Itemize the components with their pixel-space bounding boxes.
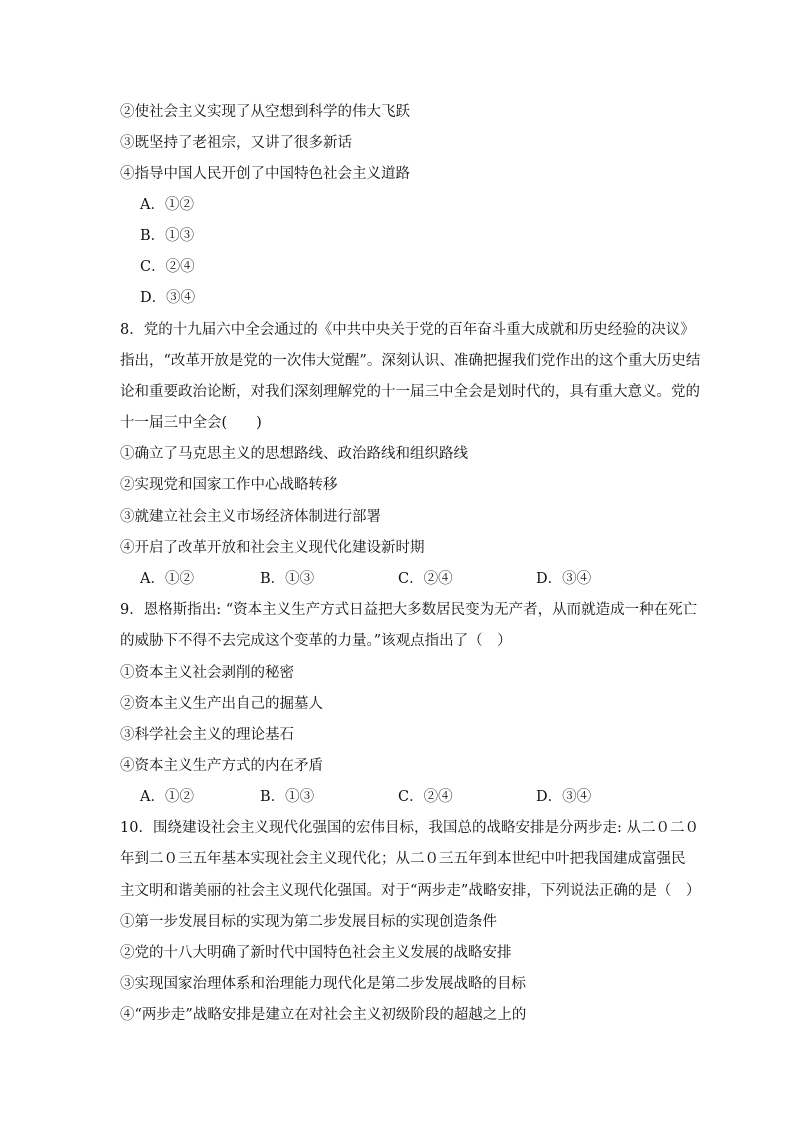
q8-option-b: B．①③ (260, 571, 315, 587)
q10-stem-line-1: 10．围绕建设社会主义现代化强国的宏伟目标，我国总的战略安排是分两步走: 从二０二０ (120, 820, 699, 836)
q10-stem-line-3: 主文明和谐美丽的社会主义现代化强国。对于“两步走”战略安排，下列说法正确的是（ ） (120, 883, 701, 899)
q9-option-d: D．③④ (536, 789, 592, 805)
q9-item-2: ②资本主义生产出自己的掘墓人 (120, 696, 323, 712)
q9-stem-line-1: 9．恩格斯指出: “资本主义生产方式日益把大多数居民变为无产者，从而就造成一种在死亡 (120, 602, 698, 618)
q9-options-row (140, 786, 680, 808)
prev-option-c: C．②④ (140, 259, 195, 275)
q8-item-3: ③就建立社会主义市场经济体制进行部署 (120, 509, 381, 525)
q9-item-4: ④资本主义生产方式的内在矛盾 (120, 758, 323, 774)
prev-option-d: D．③④ (140, 290, 196, 306)
prev-item-4: ④指导中国人民开创了中国特色社会主义道路 (120, 166, 410, 182)
q10-item-1: ①第一步发展目标的实现为第二步发展目标的实现创造条件 (120, 914, 497, 930)
q9-option-b: B．①③ (260, 789, 315, 805)
q8-stem-line-3: 论和重要政治论断，对我们深刻理解党的十一届三中全会是划时代的，具有重大意义。党的 (120, 384, 700, 400)
prev-item-3: ③既坚持了老祖宗，又讲了很多新话 (120, 135, 352, 151)
q10-item-2: ②党的十八大明确了新时代中国特色社会主义发展的战略安排 (120, 945, 512, 961)
q9-item-1: ①资本主义社会剥削的秘密 (120, 665, 294, 681)
q8-item-1: ①确立了马克思主义的思想路线、政治路线和组织路线 (120, 446, 468, 462)
prev-option-a: A．①② (140, 197, 194, 213)
q10-item-3: ③实现国家治理体系和治理能力现代化是第二步发展战略的目标 (120, 976, 526, 992)
q9-option-a: A．①② (140, 789, 194, 805)
q10-item-4: ④“两步走”战略安排是建立在对社会主义初级阶段的超越之上的 (120, 1007, 527, 1023)
q10-stem-line-2: 年到二０三五年基本实现社会主义现代化；从二０三五年到本世纪中叶把我国建成富强民 (120, 851, 686, 867)
q8-item-2: ②实现党和国家工作中心战略转移 (120, 477, 338, 493)
q8-stem-line-1: 8．党的十九届六中全会通过的《中共中央关于党的百年奋斗重大成就和历史经验的决议》 (120, 322, 695, 338)
q8-options-row (140, 568, 680, 590)
prev-option-b: B．①③ (140, 228, 195, 244)
q8-option-d: D．③④ (536, 571, 592, 587)
q8-option-a: A．①② (140, 571, 194, 587)
q9-item-3: ③科学社会主义的理论基石 (120, 727, 294, 743)
q8-option-c: C．②④ (398, 571, 453, 587)
q8-stem-line-2: 指出，“改革开放是党的一次伟大觉醒”。深刻认识、准确把握我们党作出的这个重大历史结 (120, 353, 701, 369)
q9-option-c: C．②④ (398, 789, 453, 805)
q9-stem-line-2: 的威胁下不得不去完成这个变革的力量。”该观点指出了（ ） (120, 633, 512, 649)
q8-item-4: ④开启了改革开放和社会主义现代化建设新时期 (120, 540, 425, 556)
prev-item-2: ②使社会主义实现了从空想到科学的伟大飞跃 (120, 104, 410, 120)
q8-stem-line-4: 十一届三中全会( ) (120, 415, 262, 431)
